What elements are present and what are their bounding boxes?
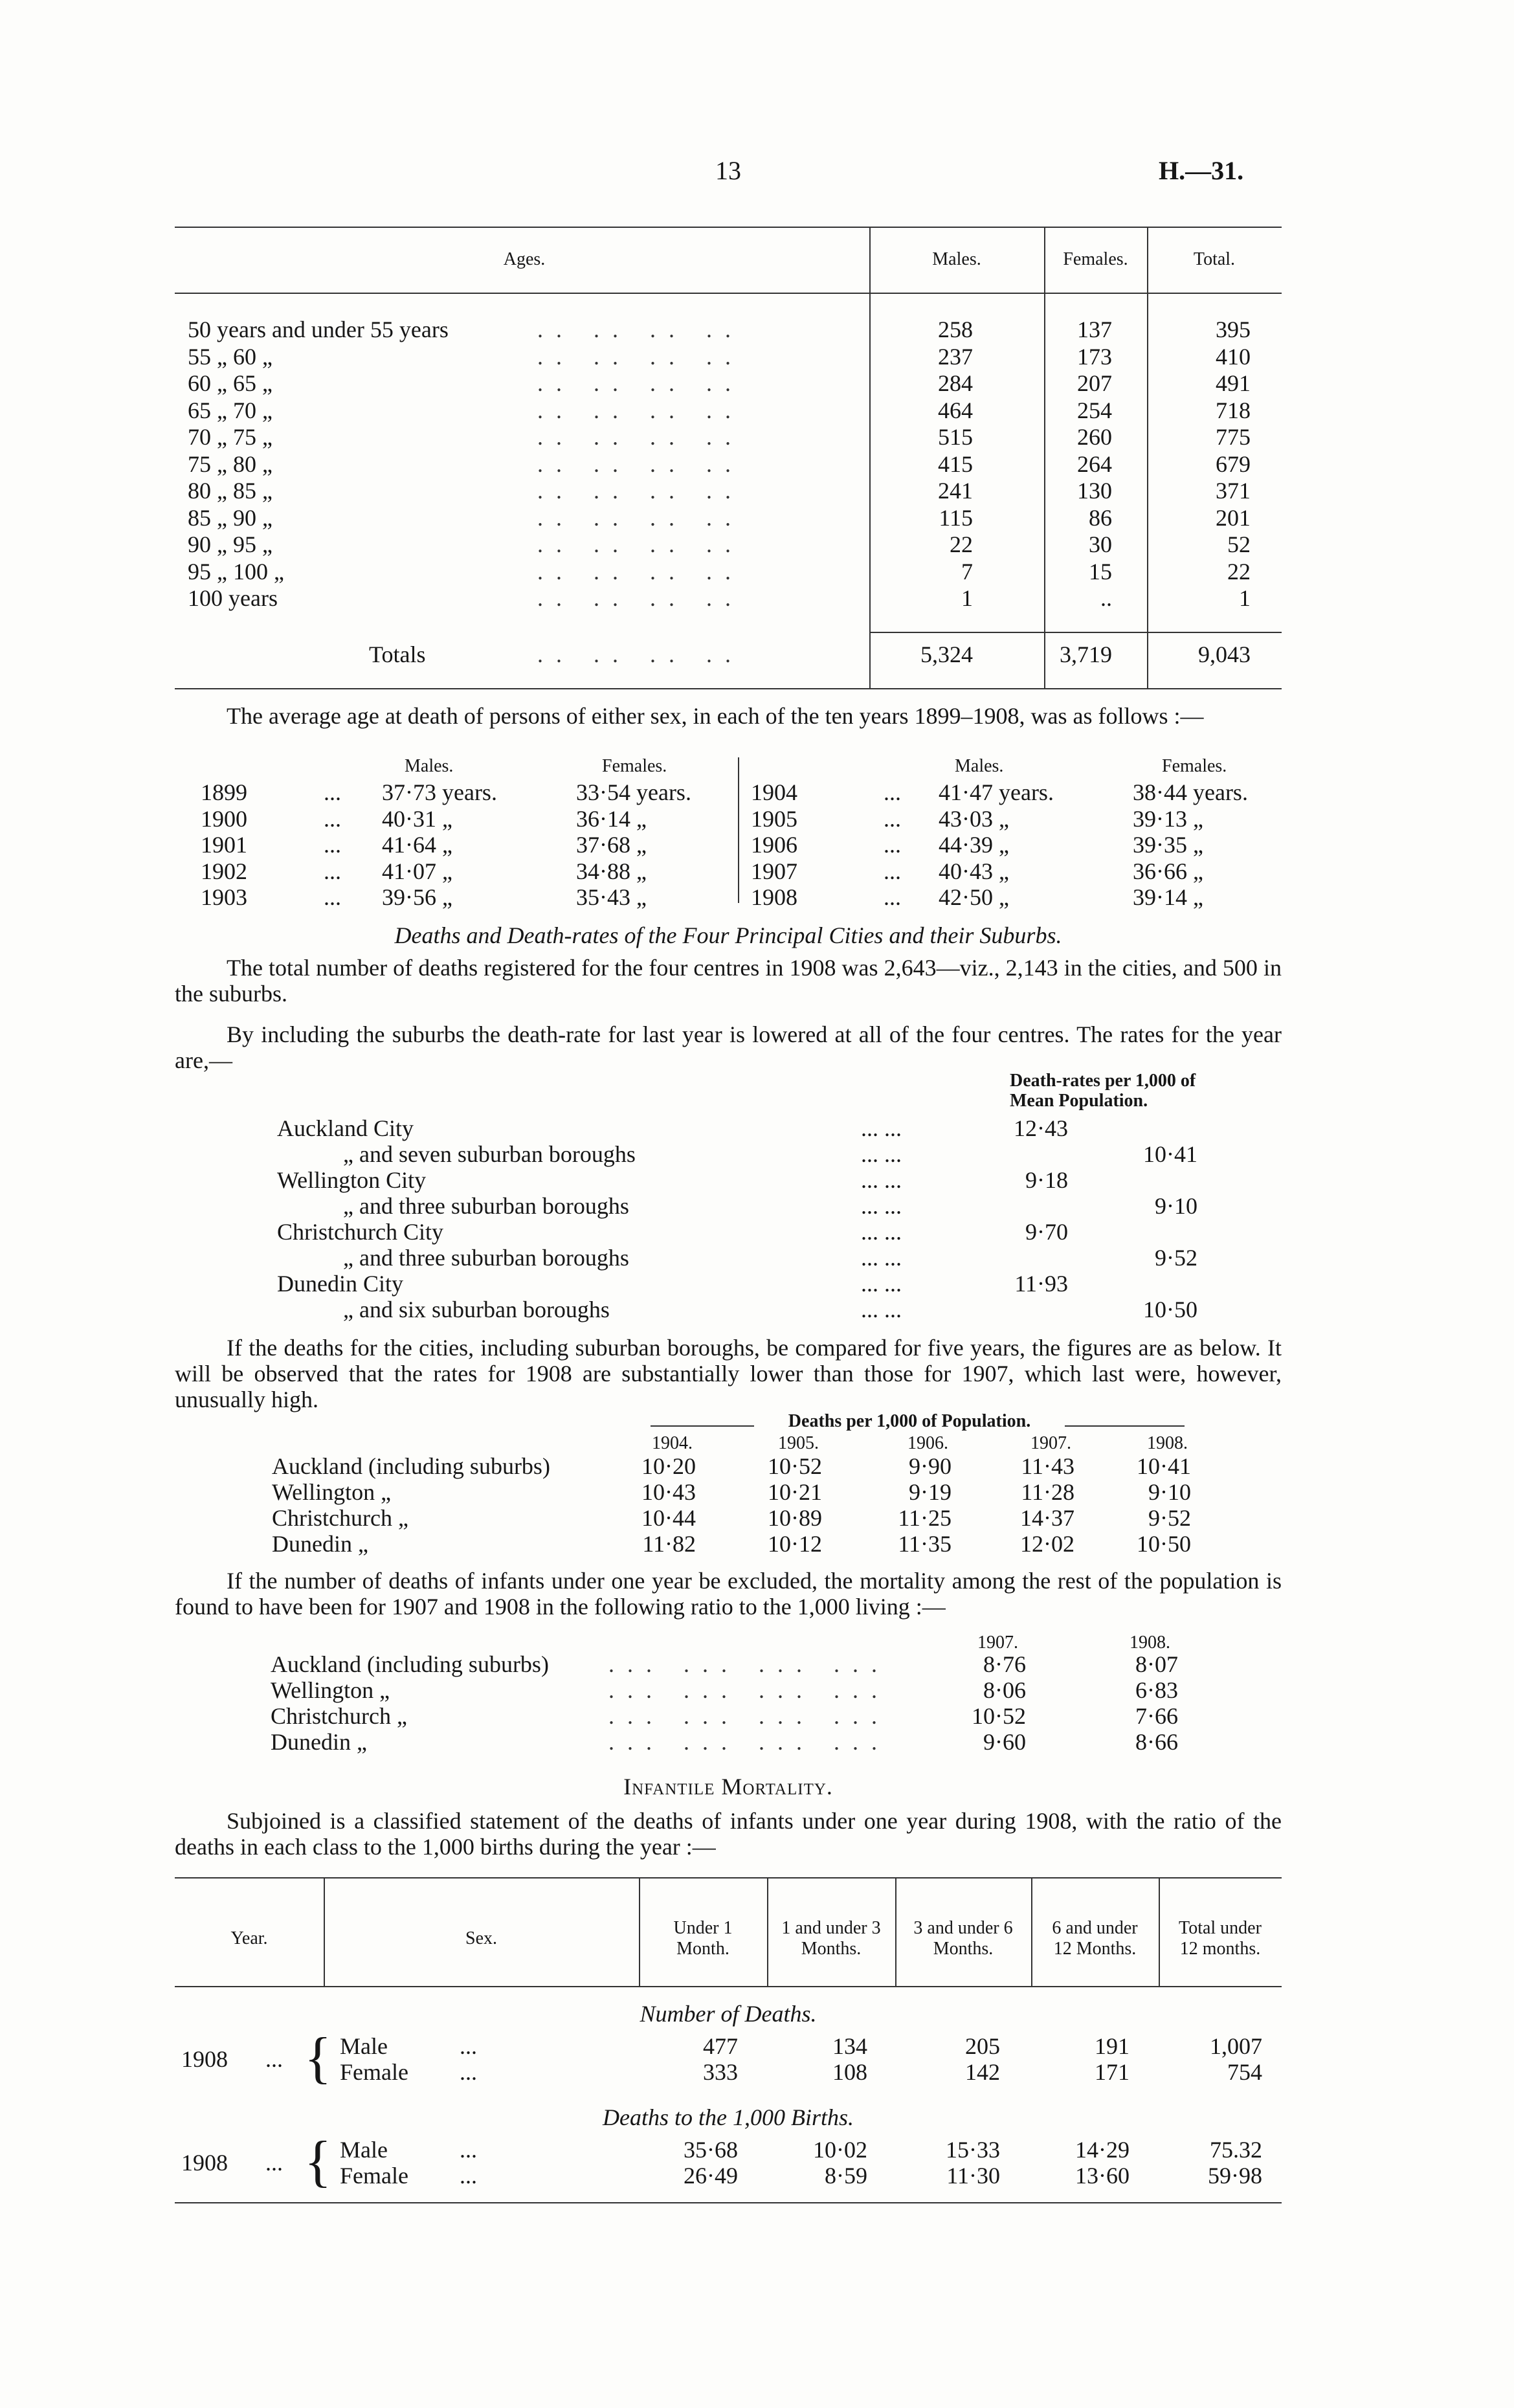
section-deaths-per-1000: Deaths to the 1,000 Births. — [603, 2104, 854, 2130]
inf-year: 1908 — [181, 2150, 228, 2176]
avg-year: 1904 — [751, 779, 797, 805]
totals-label: Totals — [369, 641, 426, 667]
ex-col-1908: 1908. — [1130, 1633, 1170, 1653]
inf-col-header: Year. — [230, 1928, 268, 1948]
age-label: 80 „ 85 „ — [188, 478, 273, 504]
ex-1908: 8·07 — [1135, 1651, 1178, 1677]
age-label: 50 years and under 55 years — [188, 317, 449, 342]
leader-dots: .. .. .. .. — [537, 478, 744, 504]
rate-label-suburbs: „ and seven suburban boroughs — [343, 1141, 636, 1167]
section-number-of-deaths: Number of Deaths. — [640, 2001, 817, 2027]
five-year-value: 10·44 — [641, 1505, 696, 1531]
inf-value: 108 — [832, 2059, 867, 2085]
avg-col-males-left: Males. — [405, 756, 454, 776]
five-year-value: 10·20 — [641, 1453, 696, 1479]
rate-value: 9·70 — [1025, 1219, 1068, 1245]
five-year-city: Christchurch „ — [272, 1505, 408, 1531]
leader-dots: .. .. .. .. — [537, 397, 744, 423]
rate-value: 9·18 — [1025, 1167, 1068, 1193]
rate-label-city: Christchurch City — [277, 1219, 443, 1245]
leader-dots: .. .. .. .. — [537, 585, 744, 611]
totals-total: 9,043 — [1198, 641, 1251, 667]
five-year-value: 11·82 — [642, 1531, 696, 1557]
inf-value: 8·59 — [825, 2163, 867, 2189]
age-label: 75 „ 80 „ — [188, 451, 273, 477]
leader-dots: ... — [265, 2046, 283, 2072]
rate-value: 11·93 — [1014, 1271, 1068, 1297]
total-value: 718 — [1216, 397, 1251, 423]
five-year-value: 10·50 — [1137, 1531, 1191, 1557]
five-year-value: 11·25 — [898, 1505, 952, 1531]
leader-dots: .. .. .. .. — [537, 343, 744, 370]
leader-dots: ... — [324, 779, 341, 805]
total-value: 410 — [1216, 343, 1251, 370]
males-value: 241 — [938, 478, 973, 504]
five-year-value: 10·12 — [768, 1531, 822, 1557]
leader-dots: ... ... ... ... — [608, 1677, 890, 1703]
inf-sex: Female — [340, 2059, 408, 2085]
avg-males: 41·47 years. — [939, 779, 1054, 805]
leader-dots: ... — [884, 779, 901, 805]
cities-para-4: If the number of deaths of infants under one year be excluded, the mortality among the rest of the population is found to have been for 1907 and 1908 in the following ratio to the 1,000 living :— — [175, 1568, 1282, 1620]
total-value: 679 — [1216, 451, 1251, 477]
inf-value: 13·60 — [1075, 2163, 1130, 2189]
five-year-header: Deaths per 1,000 of Population. — [788, 1411, 1031, 1431]
five-year-value: 9·52 — [1148, 1505, 1191, 1531]
five-year-col: 1908. — [1147, 1433, 1188, 1453]
avg-males: 41·64 „ — [382, 832, 452, 858]
avg-year: 1907 — [751, 858, 797, 884]
leader-dots: ... — [265, 2150, 283, 2176]
five-year-col: 1905. — [778, 1433, 819, 1453]
females-value: 173 — [1077, 343, 1112, 370]
inf-value: 134 — [832, 2033, 867, 2059]
avg-males: 40·31 „ — [382, 805, 452, 832]
age-label: 95 „ 100 „ — [188, 558, 284, 585]
avg-males: 39·56 „ — [382, 884, 452, 910]
leader-dots: ... ... — [861, 1245, 902, 1271]
five-year-value: 14·37 — [1020, 1505, 1074, 1531]
females-value: 254 — [1077, 397, 1112, 423]
inf-col-header: 1 and under 3 Months. — [781, 1918, 881, 1959]
rate-label-suburbs: „ and three suburban boroughs — [343, 1245, 629, 1271]
males-value: 515 — [938, 424, 973, 450]
cities-para-2: By including the suburbs the death-rate for last year is lowered at all of the four centres. The rates for the year are,— — [175, 1021, 1282, 1073]
leader-dots: ... — [884, 832, 901, 858]
inf-value: 11·30 — [946, 2163, 1000, 2189]
inf-col-header: Sex. — [465, 1928, 497, 1948]
inf-col-header: Under 1 Month. — [673, 1918, 733, 1959]
leader-dots: ... ... — [861, 1167, 902, 1193]
females-value: 264 — [1077, 451, 1112, 477]
males-value: 115 — [939, 504, 973, 531]
leader-dots: ... ... — [861, 1297, 902, 1322]
avg-females: 39·35 „ — [1133, 832, 1203, 858]
ex-1907: 8·76 — [983, 1651, 1026, 1677]
inf-value: 15·33 — [946, 2137, 1000, 2163]
males-value: 284 — [938, 370, 973, 396]
total-value: 371 — [1216, 478, 1251, 504]
totals-females: 3,719 — [1060, 641, 1112, 667]
males-value: 237 — [938, 343, 973, 370]
females-value: 15 — [1089, 558, 1112, 585]
ex-1908: 7·66 — [1135, 1703, 1178, 1729]
leader-dots: .. .. .. .. — [537, 531, 744, 557]
total-value: 395 — [1216, 317, 1251, 342]
age-label: 70 „ 75 „ — [188, 424, 273, 450]
inf-value: 333 — [703, 2059, 738, 2085]
inf-value: 10·02 — [813, 2137, 867, 2163]
inf-value: 26·49 — [684, 2163, 738, 2189]
avg-col-females-left: Females. — [602, 756, 667, 776]
rate-value: 10·41 — [1143, 1141, 1197, 1167]
five-year-value: 10·43 — [641, 1479, 696, 1505]
inf-value: 1,007 — [1210, 2033, 1262, 2059]
avg-males: 41·07 „ — [382, 858, 452, 884]
age-label: 90 „ 95 „ — [188, 531, 273, 557]
rate-value: 10·50 — [1143, 1297, 1197, 1322]
inf-sex: Male — [340, 2033, 388, 2059]
avg-year: 1903 — [201, 884, 247, 910]
totals-males: 5,324 — [920, 641, 973, 667]
total-value: 491 — [1216, 370, 1251, 396]
leader-dots: ... — [884, 858, 901, 884]
females-value: 137 — [1077, 317, 1112, 342]
brace: { — [304, 2027, 332, 2090]
five-year-value: 10·89 — [768, 1505, 822, 1531]
leader-dots: .. .. .. .. — [537, 370, 744, 396]
total-value: 52 — [1227, 531, 1251, 557]
rate-value: 12·43 — [1014, 1115, 1068, 1141]
five-year-value: 11·28 — [1021, 1479, 1074, 1505]
avg-year: 1899 — [201, 779, 247, 805]
five-year-value: 10·21 — [768, 1479, 822, 1505]
males-value: 258 — [938, 317, 973, 342]
avg-males: 37·73 years. — [382, 779, 497, 805]
ex-1907: 9·60 — [983, 1729, 1026, 1755]
avg-females: 34·88 „ — [576, 858, 647, 884]
avg-year: 1902 — [201, 858, 247, 884]
five-year-value: 11·35 — [898, 1531, 952, 1557]
leader-dots: ... ... — [861, 1141, 902, 1167]
five-year-col: 1904. — [652, 1433, 693, 1453]
avg-females: 39·13 „ — [1133, 805, 1203, 832]
avg-females: 37·68 „ — [576, 832, 647, 858]
females-value: 130 — [1077, 478, 1112, 504]
infantile-heading: Infantile Mortality. — [623, 1774, 833, 1800]
rate-label-city: Dunedin City — [277, 1271, 403, 1297]
document-reference: H.—31. — [1159, 156, 1244, 185]
leader-dots: ... — [460, 2033, 477, 2059]
inf-sex: Female — [340, 2163, 408, 2189]
avg-year: 1906 — [751, 832, 797, 858]
avg-females: 36·66 „ — [1133, 858, 1203, 884]
leader-dots: ... ... — [861, 1193, 902, 1219]
females-value: 260 — [1077, 424, 1112, 450]
leader-dots: .. .. .. .. — [537, 424, 744, 450]
females-value: 86 — [1089, 504, 1112, 531]
inf-value: 477 — [703, 2033, 738, 2059]
average-age-intro: The average age at death of persons of either sex, in each of the ten years 1899–1908, was as follows :— — [227, 703, 1204, 729]
avg-year: 1901 — [201, 832, 247, 858]
inf-col-header: 3 and under 6 Months. — [913, 1918, 1013, 1959]
avg-females: 35·43 „ — [576, 884, 647, 910]
ex-col-1907: 1907. — [977, 1633, 1018, 1653]
avg-females: 38·44 years. — [1133, 779, 1248, 805]
avg-females: 36·14 „ — [576, 805, 647, 832]
avg-males: 42·50 „ — [939, 884, 1009, 910]
leader-dots: ... — [884, 884, 901, 910]
five-year-value: 9·90 — [909, 1453, 952, 1479]
cities-para-1: The total number of deaths registered for the four centres in 1908 was 2,643—viz., 2,143 in the cities, and 500 in the suburbs. — [175, 955, 1282, 1007]
leader-dots: .. .. .. .. — [537, 558, 744, 585]
col-header-total: Total. — [1193, 249, 1236, 269]
inf-value: 75.32 — [1210, 2137, 1262, 2163]
leader-dots: .. .. .. .. — [537, 504, 744, 531]
inf-value: 35·68 — [684, 2137, 738, 2163]
rate-value: 9·52 — [1155, 1245, 1197, 1271]
avg-col-males-right: Males. — [955, 756, 1004, 776]
avg-year: 1905 — [751, 805, 797, 832]
leader-dots: ... — [884, 805, 901, 832]
leader-dots: ... — [324, 884, 341, 910]
inf-sex: Male — [340, 2137, 388, 2163]
leader-dots: ... ... — [861, 1271, 902, 1297]
five-year-value: 10·52 — [768, 1453, 822, 1479]
col-header-males: Males. — [932, 249, 981, 269]
leader-dots: .. .. .. .. — [537, 317, 744, 342]
inf-col-header: 6 and under 12 Months. — [1052, 1918, 1138, 1959]
rate-label-suburbs: „ and three suburban boroughs — [343, 1193, 629, 1219]
total-value: 775 — [1216, 424, 1251, 450]
five-year-value: 12·02 — [1020, 1531, 1074, 1557]
col-header-ages: Ages. — [503, 249, 546, 269]
five-year-col: 1907. — [1030, 1433, 1071, 1453]
avg-year: 1900 — [201, 805, 247, 832]
inf-value: 59·98 — [1208, 2163, 1262, 2189]
inf-year: 1908 — [181, 2046, 228, 2072]
leader-dots: ... ... — [861, 1115, 902, 1141]
males-value: 22 — [950, 531, 973, 557]
age-label: 85 „ 90 „ — [188, 504, 273, 531]
rate-value: 9·10 — [1155, 1193, 1197, 1219]
ex-city: Wellington „ — [271, 1677, 390, 1703]
avg-males: 43·03 „ — [939, 805, 1009, 832]
five-year-col: 1906. — [907, 1433, 948, 1453]
rate-label-city: Wellington City — [277, 1167, 427, 1193]
ex-city: Auckland (including suburbs) — [271, 1651, 549, 1677]
avg-col-females-right: Females. — [1162, 756, 1227, 776]
leader-dots: ... ... ... ... — [608, 1729, 890, 1755]
five-year-value: 10·41 — [1137, 1453, 1191, 1479]
males-value: 1 — [961, 585, 973, 611]
leader-dots: ... ... ... ... — [608, 1651, 890, 1677]
males-value: 464 — [938, 397, 973, 423]
ex-1908: 8·66 — [1135, 1729, 1178, 1755]
col-header-females: Females. — [1063, 249, 1128, 269]
age-label: 100 years — [188, 585, 278, 611]
females-value: 30 — [1089, 531, 1112, 557]
leader-dots: ... — [324, 858, 341, 884]
males-value: 7 — [961, 558, 973, 585]
leader-dots: ... — [460, 2059, 477, 2085]
females-value: .. — [1100, 585, 1112, 611]
avg-males: 44·39 „ — [939, 832, 1009, 858]
five-year-city: Dunedin „ — [272, 1531, 368, 1557]
age-label: 65 „ 70 „ — [188, 397, 273, 423]
avg-males: 40·43 „ — [939, 858, 1009, 884]
females-value: 207 — [1077, 370, 1112, 396]
leader-dots: ... — [460, 2137, 477, 2163]
total-value: 201 — [1216, 504, 1251, 531]
ex-city: Christchurch „ — [271, 1703, 407, 1729]
leader-dots: ... — [460, 2163, 477, 2189]
rate-label-suburbs: „ and six suburban boroughs — [343, 1297, 610, 1322]
total-value: 22 — [1227, 558, 1251, 585]
ex-1907: 10·52 — [972, 1703, 1026, 1729]
inf-value: 142 — [965, 2059, 1000, 2085]
page-number: 13 — [715, 156, 741, 185]
ex-1907: 8·06 — [983, 1677, 1026, 1703]
five-year-city: Auckland (including suburbs) — [272, 1453, 550, 1479]
leader-dots: .. .. .. .. — [537, 451, 744, 477]
five-year-city: Wellington „ — [272, 1479, 392, 1505]
inf-col-header: Total under 12 months. — [1179, 1918, 1262, 1959]
leader-dots: ... ... ... ... — [608, 1703, 890, 1729]
brace: { — [304, 2130, 332, 2193]
avg-females: 39·14 „ — [1133, 884, 1203, 910]
five-year-value: 9·10 — [1148, 1479, 1191, 1505]
age-label: 60 „ 65 „ — [188, 370, 273, 396]
avg-year: 1908 — [751, 884, 797, 910]
infantile-intro: Subjoined is a classified statement of the deaths of infants under one year during 1908, with the ratio of the deaths in each class to the 1,000 births during the year :— — [175, 1808, 1282, 1860]
inf-value: 205 — [965, 2033, 1000, 2059]
inf-value: 191 — [1095, 2033, 1130, 2059]
ex-city: Dunedin „ — [271, 1729, 367, 1755]
leader-dots: ... — [324, 805, 341, 832]
leader-dots: ... — [324, 832, 341, 858]
cities-heading: Deaths and Death-rates of the Four Principal Cities and their Suburbs. — [394, 922, 1062, 948]
rate-header: Death-rates per 1,000 of Mean Population. — [1010, 1071, 1196, 1111]
age-label: 55 „ 60 „ — [188, 343, 273, 370]
rate-label-city: Auckland City — [277, 1115, 414, 1141]
inf-value: 14·29 — [1075, 2137, 1130, 2163]
males-value: 415 — [938, 451, 973, 477]
total-value: 1 — [1239, 585, 1251, 611]
cities-para-3: If the deaths for the cities, including suburban boroughs, be compared for five years, the figures are as below. It will be observed that the rates for 1908 are substantially lower than those for 1907, which last were, however, unusually high. — [175, 1335, 1282, 1412]
avg-females: 33·54 years. — [576, 779, 691, 805]
five-year-value: 11·43 — [1021, 1453, 1074, 1479]
inf-value: 754 — [1227, 2059, 1262, 2085]
five-year-value: 9·19 — [909, 1479, 952, 1505]
ex-1908: 6·83 — [1135, 1677, 1178, 1703]
inf-value: 171 — [1095, 2059, 1130, 2085]
leader-dots: ... ... — [861, 1219, 902, 1245]
